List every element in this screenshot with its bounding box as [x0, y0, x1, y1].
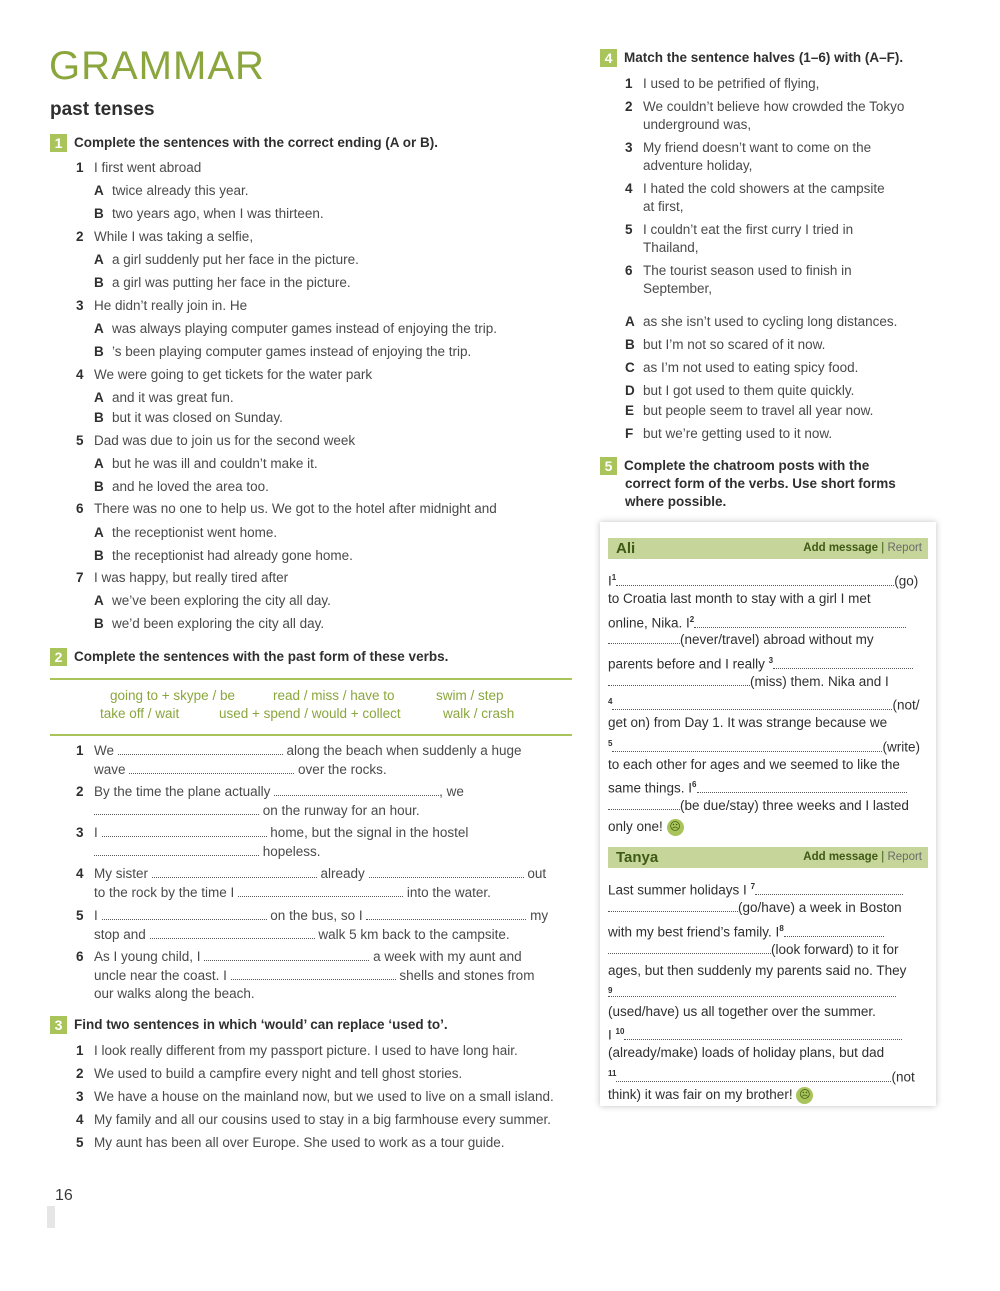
ex4-item: 5 I couldn’t eat the first curry I tried in	[625, 222, 854, 237]
chat-line: (miss) them. Nika and I	[608, 673, 889, 691]
chat-line: with my best friend’s family. $I^8$	[608, 920, 884, 942]
answer-blank[interactable]	[608, 984, 896, 997]
ex4-item-cont: at first,	[643, 199, 684, 214]
page-edge-bar	[47, 1206, 55, 1228]
ex1-q6-b: B the receptionist had already gone home.	[94, 548, 353, 563]
ex1-q2-a: A a girl suddenly put her face in the picture.	[94, 252, 359, 267]
answer-blank[interactable]	[784, 924, 884, 937]
ex3-heading	[50, 1016, 448, 1034]
ex2-q5-line1: 5 I on the bus, so I my	[76, 908, 549, 923]
chat-line: I $^{10}$	[608, 1023, 902, 1045]
ex4-item-cont: September,	[643, 281, 713, 296]
chat-header-tanya: Tanya Add message | Report	[608, 847, 928, 868]
ex1-q4-b: B but it was closed on Sunday.	[94, 410, 283, 425]
ex3-item: 5 My aunt has been all over Europe. She used to work as a tour guide.	[76, 1135, 505, 1150]
ex1-q6: 6 There was no one to help us. We got to the hotel after midnight and	[76, 501, 497, 516]
answer-blank[interactable]	[612, 697, 892, 710]
answer-blank[interactable]	[608, 631, 680, 644]
ex1-q7-a: A we’ve been exploring the city all day.	[94, 593, 331, 608]
word-item: walk / crash	[443, 706, 515, 721]
ex2-instruction: Complete the sentences with the past form of these verbs.	[74, 649, 449, 664]
chat-line: (never/travel) abroad without my	[608, 631, 874, 649]
chat-line: only one! ☹	[608, 818, 684, 836]
chat-line: same things. $I^6$	[608, 776, 907, 798]
ex4-ending: C as I’m not used to eating spicy food.	[625, 360, 859, 375]
chat-line: get on) from Day 1. It was strange because we	[608, 715, 888, 730]
ex1-q6-a: A the receptionist went home.	[94, 525, 278, 540]
ex3-item: 3 We have a house on the mainland now, but we used to live on a small island.	[76, 1089, 554, 1104]
ex2-q6-line1: 6 As I young child, I a week with my aunt and	[76, 949, 522, 964]
word-item: used + spend / would + collect	[219, 706, 401, 721]
chat-header-ali: Ali Add message | Report	[608, 538, 928, 559]
ex1-heading	[50, 134, 438, 152]
chat-username: Tanya	[616, 849, 659, 866]
chat-line: ages, but then suddenly my parents said no. They	[608, 963, 907, 978]
ex4-ending: A as she isn’t used to cycling long distances.	[625, 314, 898, 329]
chat-line: Last summer holidays I $^7$	[608, 878, 903, 900]
ex4-item-cont: underground was,	[643, 117, 752, 132]
ex4-item: 2 We couldn’t believe how crowded the Tokyo	[625, 99, 905, 114]
answer-blank[interactable]	[118, 742, 283, 755]
ex1-instruction: Complete the sentences with the correct ending (A or B).	[74, 135, 439, 150]
chat-line: think) it was fair on my brother! ☹	[608, 1086, 813, 1104]
ex2-q3-line2: hopeless.	[94, 843, 321, 861]
ex2-q4-line1: 4 My sister already out	[76, 866, 547, 881]
ex1-q7-b: B we’d been exploring the city all day.	[94, 616, 325, 631]
answer-blank[interactable]	[129, 761, 294, 774]
ex2-q6-line3: our walks along the beach.	[94, 986, 255, 1001]
answer-blank[interactable]	[150, 926, 315, 939]
ex1-q4: 4 We were going to get tickets for the water park	[76, 367, 373, 382]
ex4-item: 4 I hated the cold showers at the campsite	[625, 181, 885, 196]
word-item: swim / step	[436, 688, 504, 703]
answer-blank[interactable]	[616, 1069, 891, 1082]
word-item: read / miss / have to	[273, 688, 395, 703]
answer-blank[interactable]	[94, 802, 259, 815]
answer-blank[interactable]	[369, 865, 524, 878]
chat-line: $^{11}$ (not	[608, 1069, 915, 1085]
report-link[interactable]: Report	[887, 851, 922, 863]
answer-blank[interactable]	[624, 1027, 902, 1040]
chat-line: to each other for ages and we seemed to like the	[608, 757, 900, 772]
add-message-link[interactable]: Add message	[803, 851, 879, 863]
answer-blank[interactable]	[94, 843, 259, 856]
ex1-q1: 1 I first went abroad	[76, 160, 202, 175]
answer-blank[interactable]	[366, 907, 526, 920]
ex2-q5-line2: stop and walk 5 km back to the campsite.	[94, 927, 510, 942]
chat-line: parents before and I really $^3$	[608, 652, 913, 674]
ex4-ending: B but I’m not so scared of it now.	[625, 337, 826, 352]
angry-face-icon: ☹	[796, 1087, 813, 1104]
page-number: 16	[55, 1187, 73, 1204]
ex2-q2-line2: on the runway for an hour.	[94, 802, 420, 820]
ex4-item: 6 The tourist season used to finish in	[625, 263, 852, 278]
chat-line: $^5$ (write)	[608, 739, 920, 755]
ex1-q2-b: B a girl was putting her face in the picture.	[94, 275, 351, 290]
answer-blank[interactable]	[612, 739, 882, 752]
answer-blank[interactable]	[238, 884, 403, 897]
chat-line: 9	[608, 986, 613, 995]
page-title: GRAMMAR	[49, 44, 265, 88]
ex1-q5-a: A but he was ill and couldn’t make it.	[94, 456, 318, 471]
ex4-number: 4	[600, 49, 617, 67]
ex5-instruction-line1: Complete the chatroom posts with the	[624, 458, 870, 473]
add-message-link[interactable]: Add message	[803, 542, 879, 554]
ex3-instruction: Find two sentences in which ‘would’ can replace ‘used to’.	[74, 1017, 448, 1032]
answer-blank[interactable]	[608, 899, 738, 912]
ex2-number: 2	[50, 648, 67, 666]
ex2-q1-line2: wave over the rocks.	[94, 762, 387, 777]
ex4-item-cont: adventure holiday,	[643, 158, 753, 173]
chat-username: Ali	[616, 540, 636, 557]
chatroom-panel	[600, 522, 936, 1106]
chat-line	[608, 984, 896, 1002]
answer-blank[interactable]	[608, 941, 771, 954]
chat-line: (already/make) loads of holiday plans, but dad	[608, 1045, 885, 1060]
ex5-instruction-line2: correct form of the verbs. Use short forms	[625, 476, 896, 491]
answer-blank[interactable]	[102, 824, 267, 837]
answer-blank[interactable]	[152, 865, 317, 878]
chat-line: online, Nika. $I^2$	[608, 611, 906, 633]
word-box	[50, 678, 572, 736]
ex3-number: 3	[50, 1016, 67, 1034]
ex5-heading	[600, 457, 869, 475]
ex4-ending: E but people seem to travel all year now.	[625, 403, 874, 418]
ex1-q3-a: A was always playing computer games instead of enjoying the trip.	[94, 321, 497, 336]
answer-blank[interactable]	[773, 656, 913, 669]
ex3-item: 4 My family and all our cousins used to stay in a big farmhouse every summer.	[76, 1112, 551, 1127]
ex4-ending: F but we’re getting used to it now.	[625, 426, 833, 441]
ex1-q1-b: B two years ago, when I was thirteen.	[94, 206, 324, 221]
word-item: going to + skype / be	[110, 688, 235, 703]
chat-line: $^4$ (not/	[608, 697, 920, 713]
ex1-q5: 5 Dad was due to join us for the second week	[76, 433, 356, 448]
ex3-item: 1 I look really different from my passport picture. I used to have long hair.	[76, 1043, 518, 1058]
ex2-heading	[50, 648, 448, 666]
ex5-number: 5	[600, 457, 617, 475]
ex5-instruction-line3: where possible.	[625, 494, 727, 509]
ex2-q1-line1: 1 We along the beach when suddenly a huge	[76, 743, 522, 758]
ex2-q6-line2: uncle near the coast. I shells and stones from	[94, 968, 535, 983]
answer-blank[interactable]	[694, 615, 906, 628]
answer-blank[interactable]	[231, 967, 396, 980]
chat-line: (used/have) us all together over the summer.	[608, 1004, 876, 1019]
answer-blank[interactable]	[204, 948, 369, 961]
ex1-number: 1	[50, 134, 67, 152]
answer-blank[interactable]	[274, 783, 439, 796]
chat-line: to Croatia last month to stay with a girl I met	[608, 591, 871, 606]
ex1-q2: 2 While I was taking a selfie,	[76, 229, 254, 244]
chat-line: $I^1$ (go)	[608, 573, 919, 589]
ex4-item-cont: Thailand,	[643, 240, 699, 255]
chat-line: (be due/stay) three weeks and I lasted	[608, 797, 909, 815]
answer-blank[interactable]	[608, 797, 680, 810]
ex4-heading	[600, 49, 903, 67]
ex1-q1-a: A twice already this year.	[94, 183, 249, 198]
chat-line: (look forward) to it for	[608, 941, 899, 959]
word-item: take off / wait	[100, 706, 180, 721]
ex4-ending: D but I got used to them quite quickly.	[625, 383, 855, 398]
chat-line: (go/have) a week in Boston	[608, 899, 902, 917]
ex3-item: 2 We used to build a campfire every night and tell ghost stories.	[76, 1066, 463, 1081]
ex1-q4-a: A and it was great fun.	[94, 390, 234, 405]
ex2-q2-line1: 2 By the time the plane actually , we	[76, 784, 464, 799]
ex4-item: 3 My friend doesn’t want to come on the	[625, 140, 872, 155]
report-link[interactable]: Report	[887, 542, 922, 554]
ex2-q3-line1: 3 I home, but the signal in the hostel	[76, 825, 469, 840]
ex4-instruction: Match the sentence halves (1–6) with (A–F).	[624, 50, 904, 65]
answer-blank[interactable]	[102, 907, 267, 920]
ex1-q3: 3 He didn’t really join in. He	[76, 298, 248, 313]
answer-blank[interactable]	[755, 882, 903, 895]
ex1-q7: 7 I was happy, but really tired after	[76, 570, 289, 585]
answer-blank[interactable]	[616, 573, 894, 586]
ex1-q3-b: B ’s been playing computer games instead of enjoying the trip.	[94, 344, 472, 359]
section-subtitle: past tenses	[50, 99, 155, 120]
answer-blank[interactable]	[608, 673, 750, 686]
ex2-q4-line2: to the rock by the time I into the water.	[94, 885, 491, 900]
ex4-item: 1 I used to be petrified of flying,	[625, 76, 820, 91]
sad-face-icon: ☹	[667, 819, 684, 836]
ex1-q5-b: B and he loved the area too.	[94, 479, 269, 494]
answer-blank[interactable]	[697, 780, 907, 793]
